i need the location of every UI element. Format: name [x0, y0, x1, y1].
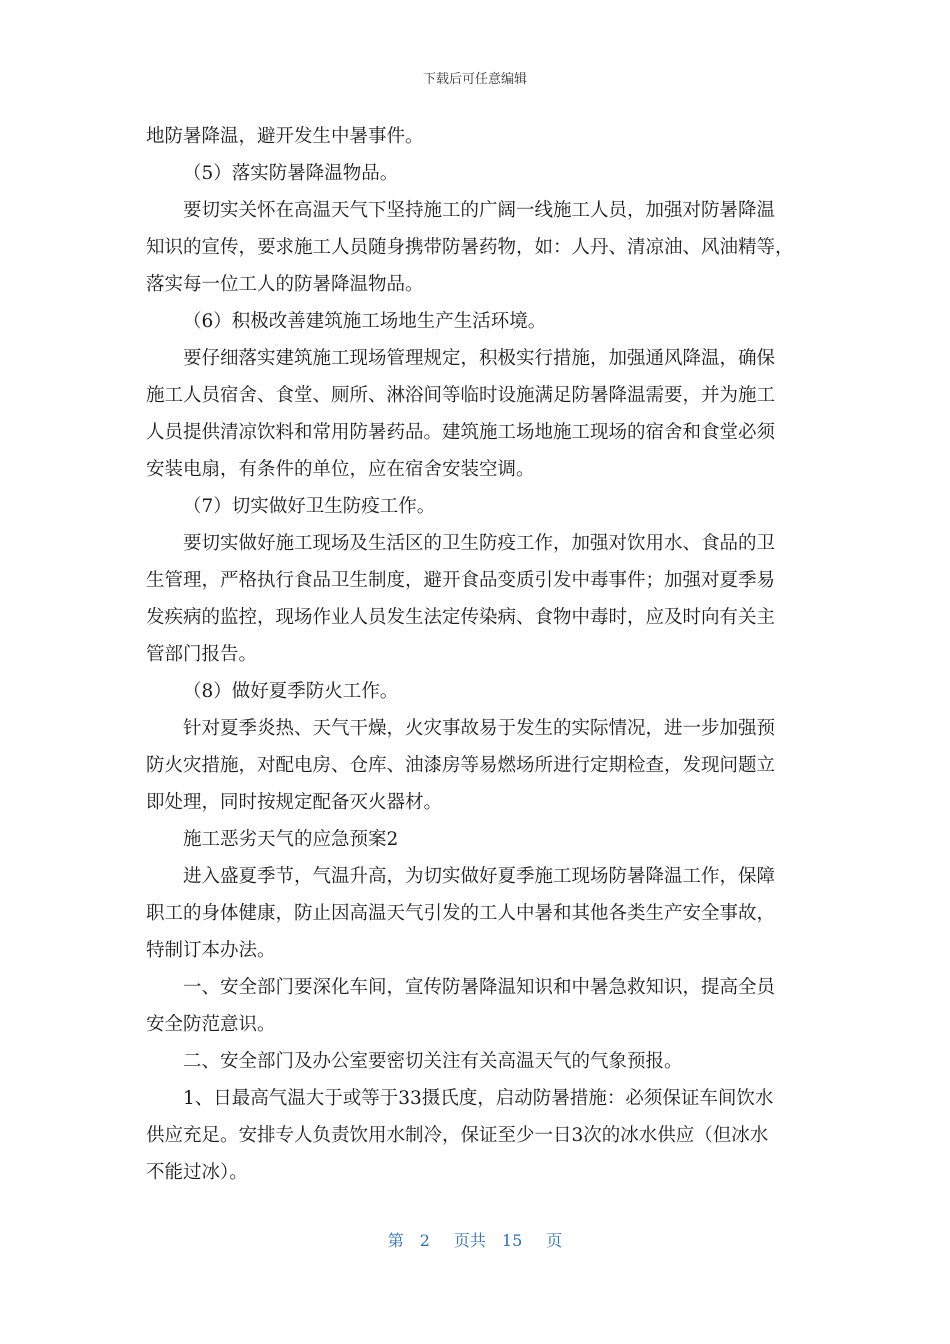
text-line: 知识的宣传，要求施工人员随身携带防暑药物，如：人丹、清凉油、风油精等，: [146, 237, 794, 258]
text-line: （5）落实防暑降温物品。: [183, 163, 399, 184]
text-line: 地防暑降温，避开发生中暑事件。: [146, 126, 424, 147]
footer-di: 第: [387, 1231, 404, 1250]
text-line: 要切实关怀在高温天气下坚持施工的广阔一线施工人员，加强对防暑降温: [183, 200, 776, 221]
text-line: 一、安全部门要深化车间，宣传防暑降温知识和中暑急救知识，提高全员: [183, 977, 776, 998]
text-line: 二、安全部门及办公室要密切关注有关高温天气的气象预报。: [183, 1051, 683, 1072]
text-line: 发疾病的监控，现场作业人员发生法定传染病、食物中毒时，应及时向有关主: [146, 607, 776, 628]
text-line: 生管理，严格执行食品卫生制度，避开食品变质引发中毒事件；加强对夏季易: [146, 570, 776, 591]
text-line: 不能过冰）。: [146, 1162, 248, 1183]
footer-page-number: 2: [419, 1231, 430, 1250]
text-line: （6）积极改善建筑施工场地生产生活环境。: [183, 311, 547, 332]
text-line: 施工人员宿舍、食堂、厕所、淋浴间等临时设施满足防暑降温需要，并为施工: [146, 385, 776, 406]
text-line: 即处理，同时按规定配备灭火器材。: [146, 792, 443, 813]
document-body: [146, 118, 806, 1191]
text-line: 防火灾措施，对配电房、仓库、油漆房等易燃场所进行定期检查，发现问题立: [146, 755, 776, 776]
text-line: 1、日最高气温大于或等于33摄氏度，启动防暑措施：必须保证车间饮水: [183, 1088, 774, 1109]
text-line: 管部门报告。: [146, 644, 258, 665]
footer-ye: 页: [546, 1231, 563, 1250]
text-line: 要切实做好施工现场及生活区的卫生防疫工作，加强对饮用水、食品的卫: [183, 533, 776, 554]
text-line: （8）做好夏季防火工作。: [183, 681, 399, 702]
text-line: 安装电扇，有条件的单位，应在宿舍安装空调。: [146, 459, 535, 480]
text-line: 针对夏季炎热、天气干燥，火灾事故易于发生的实际情况，进一步加强预: [183, 718, 776, 739]
text-line: 进入盛夏季节，气温升高，为切实做好夏季施工现场防暑降温工作，保障: [183, 866, 776, 887]
page-header-note: 下载后可任意编辑: [422, 72, 527, 87]
footer-total-pages: 15: [501, 1231, 523, 1250]
page-footer: [0, 1228, 950, 1251]
footer-ye-gong: 页共: [453, 1231, 486, 1250]
text-line: 安全防范意识。: [146, 1014, 276, 1035]
text-line: 特制订本办法。: [146, 940, 276, 961]
text-line: （7）切实做好卫生防疫工作。: [183, 496, 436, 517]
text-line: 人员提供清凉饮料和常用防暑药品。建筑施工场地施工现场的宿舍和食堂必须: [146, 422, 776, 443]
text-line: 施工恶劣天气的应急预案2: [183, 829, 399, 850]
text-line: 要仔细落实建筑施工现场管理规定，积极实行措施，加强通风降温，确保: [183, 348, 776, 369]
text-line: 落实每一位工人的防暑降温物品。: [146, 274, 424, 295]
text-line: 职工的身体健康，防止因高温天气引发的工人中暑和其他各类生产安全事故，: [146, 903, 776, 924]
text-line: 供应充足。安排专人负责饮用水制冷，保证至少一日3次的冰水供应（但冰水: [146, 1125, 769, 1146]
